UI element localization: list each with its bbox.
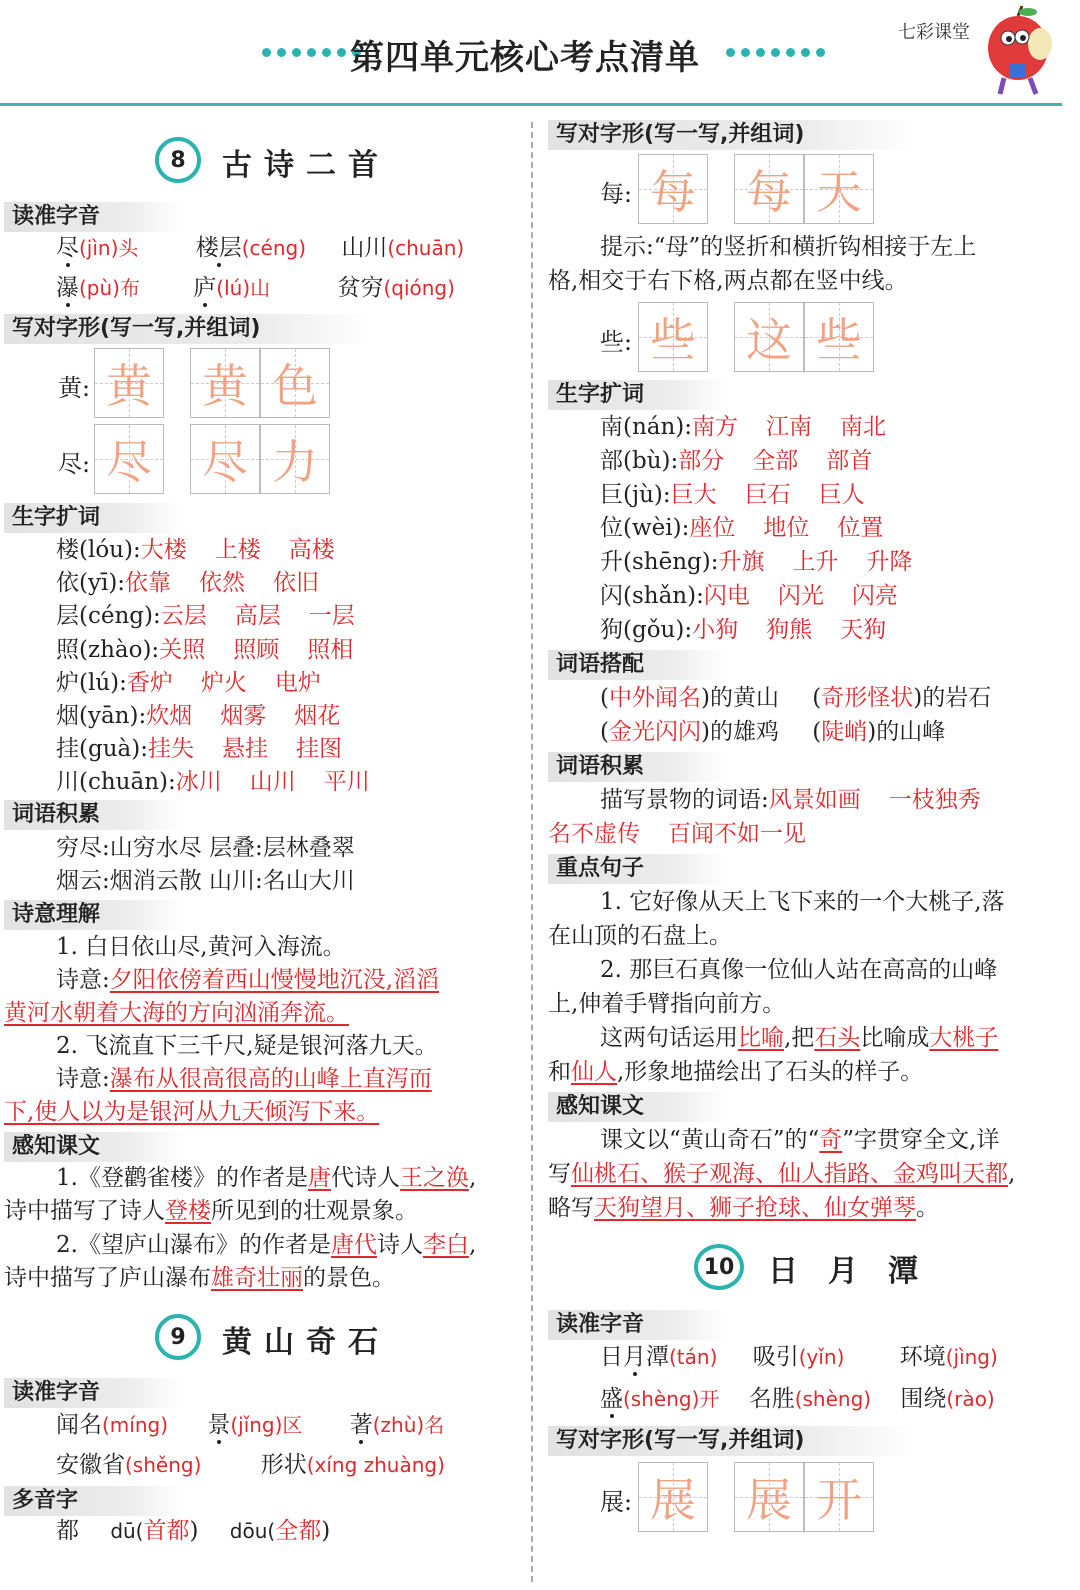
l9-expand-row <box>600 412 914 442</box>
l9-match-line1: (中外闻名)的黄山 (奇形怪状)的岩石 <box>600 685 992 711</box>
expand-word: 天狗 <box>840 616 887 643</box>
expand-word: 位置 <box>837 515 884 542</box>
expand-word: 高楼 <box>288 537 335 563</box>
expand-word: 巨人 <box>818 481 865 508</box>
expand-word: 烟雾 <box>220 703 267 729</box>
l9-key3a: 这两句话运用比喻,把石头比喻成大桃子 <box>600 1025 999 1051</box>
l8-grid2-word2: 力 <box>260 424 330 494</box>
l8-poem2-meaning-a: 诗意:瀑布从很高很高的山峰上直泻而 <box>56 1066 432 1092</box>
l9-key3b: 和仙人,形象地描绘出了石头的样子。 <box>548 1059 924 1085</box>
l9-text-line3: 略写天狗望月、狮子抢球、仙女弹琴。 <box>548 1195 939 1221</box>
l9-section-expand: 生字扩词 <box>548 380 726 410</box>
l8-expand-row <box>56 535 363 565</box>
expand-word: 照顾 <box>233 636 280 663</box>
l8-section-read: 读准字音 <box>4 202 182 232</box>
l9-expand-row <box>600 513 911 543</box>
expand-word: 全部 <box>752 447 799 474</box>
l10-grid1-cell: 展 <box>638 1462 708 1532</box>
lesson-8-badge: 8 <box>155 137 201 183</box>
expand-word: 挂失 <box>147 736 194 763</box>
l9-key2b: 上,伸着手臂指向前方。 <box>548 991 786 1017</box>
expand-word: 挂图 <box>295 736 342 763</box>
title-dots-left <box>262 48 361 57</box>
l8-poem1: 1. 白日依山尽,黄河入海流。 <box>56 934 346 960</box>
expand-word: 依靠 <box>125 570 172 597</box>
l8-grid1-label: 黄: <box>58 374 91 402</box>
expand-word: 烟花 <box>294 703 341 729</box>
l9-grid1-cell: 每 <box>638 154 708 224</box>
expand-char: 楼(lóu): <box>56 537 141 563</box>
l9-grid2-word2: 些 <box>804 302 874 372</box>
l8-section-text: 感知课文 <box>4 1132 182 1162</box>
l8-accum-line1: 穷尽:山穷水尽 层叠:层林叠翠 <box>56 835 355 861</box>
l8-text-line1: 1.《登鹳雀楼》的作者是唐代诗人王之涣, <box>56 1165 477 1191</box>
expand-word: 关照 <box>159 636 206 663</box>
expand-word: 江南 <box>766 414 813 440</box>
expand-word: 闪电 <box>703 583 750 609</box>
l8-grid1-word2: 色 <box>260 348 330 418</box>
l9-expand-row <box>600 446 900 476</box>
page-title: 第四单元核心考点清单 <box>350 38 700 78</box>
expand-word: 部首 <box>826 447 873 474</box>
lesson-10-title: 日月潭 <box>768 1254 948 1289</box>
l10-read-row2: 盛(shèng)开 名胜(shèng) 围绕(rào) <box>600 1386 995 1412</box>
l8-read-row1: 尽(jìn)头 楼层(céng) 山川(chuān) <box>56 235 465 261</box>
expand-char: 层(céng): <box>56 603 161 630</box>
l9-grid2-word1: 这 <box>734 302 804 372</box>
lesson-10-badge: 10 <box>694 1244 744 1290</box>
l8-expand-row <box>56 734 370 764</box>
l10-grid1-word2: 开 <box>804 1462 874 1532</box>
expand-char: 照(zhào): <box>56 636 160 663</box>
expand-word: 上升 <box>792 549 839 576</box>
l9-read-row2: 安徽省(shěng) 形状(xíng zhuàng) <box>56 1452 445 1478</box>
expand-word: 山川 <box>249 769 296 796</box>
l8-expand-row <box>56 568 347 598</box>
expand-word: 巨石 <box>744 481 791 508</box>
title-dots-right <box>726 48 825 57</box>
brand-name: 七彩课堂 <box>898 22 970 43</box>
expand-word: 悬挂 <box>221 736 268 763</box>
l8-text-line3: 2.《望庐山瀑布》的作者是唐代诗人李白, <box>56 1232 477 1258</box>
expand-word: 依然 <box>199 570 246 597</box>
expand-char: 挂(guà): <box>56 736 148 763</box>
l10-section-read: 读准字音 <box>548 1310 726 1340</box>
l8-expand-row <box>56 767 398 797</box>
l8-grid1-word1: 黄 <box>190 348 260 418</box>
l10-section-write: 写对字形(写一写,并组词) <box>548 1426 916 1456</box>
l8-section-accum: 词语积累 <box>4 800 182 830</box>
expand-word: 炉火 <box>200 669 247 696</box>
expand-char: 川(chuān): <box>56 769 176 796</box>
expand-char: 位(wèi): <box>600 515 690 542</box>
l9-section-poly: 多音字 <box>4 1486 182 1516</box>
l9-hint-b: 格,相交于右下格,两点都在竖中线。 <box>548 268 908 294</box>
l8-text-line4: 诗中描写了庐山瀑布雄奇壮丽的景色。 <box>4 1265 395 1291</box>
l9-section-key: 重点句子 <box>548 854 726 884</box>
l10-grid1-word1: 展 <box>734 1462 804 1532</box>
lesson-8-title: 古诗二首 <box>222 148 390 183</box>
expand-char: 烟(yān): <box>56 703 147 729</box>
expand-word: 南方 <box>692 414 739 440</box>
expand-word: 云层 <box>160 603 207 630</box>
l9-section-accum: 词语积累 <box>548 752 726 782</box>
expand-word: 依旧 <box>273 570 320 597</box>
l10-read-row1: 日月潭(tán) 吸引(yǐn) 环境(jìng) <box>600 1344 998 1370</box>
lesson-9-badge: 9 <box>155 1314 201 1360</box>
expand-word: 一层 <box>308 603 355 630</box>
expand-word: 小狗 <box>692 616 739 643</box>
l8-poem1-meaning-b: 黄河水朝着大海的方向汹涌奔流。 <box>4 1000 349 1026</box>
expand-word: 冰川 <box>175 769 222 796</box>
l9-grid1-word1: 每 <box>734 154 804 224</box>
l9-grid1-label: 每: <box>600 180 633 208</box>
l9-section-write: 写对字形(写一写,并组词) <box>548 120 916 150</box>
l9-expand-row <box>600 615 914 645</box>
l8-expand-row <box>56 668 349 698</box>
expand-char: 巨(jù): <box>600 481 671 508</box>
expand-word: 地位 <box>763 515 810 542</box>
l8-read-row2: 瀑(pù)布 庐(lú)山 贫穷(qióng) <box>56 275 455 301</box>
expand-word: 平川 <box>323 769 370 796</box>
l9-expand-row <box>600 581 926 611</box>
expand-word: 部分 <box>678 447 725 474</box>
expand-char: 狗(gǒu): <box>600 616 693 643</box>
l9-accum-line1: 描写景物的词语:风景如画 一枝独秀 <box>600 787 981 813</box>
expand-word: 升旗 <box>718 549 765 576</box>
expand-char: 炉(lú): <box>56 669 127 696</box>
l9-text-line2: 写仙桃石、猴子观海、仙人指路、金鸡叫天都, <box>548 1161 1016 1187</box>
l9-key2a: 2. 那巨石真像一位仙人站在高高的山峰 <box>600 957 998 983</box>
header-rule <box>0 103 1062 106</box>
l9-read-row1: 闻名(míng) 景(jǐng)区 著(zhù)名 <box>56 1412 445 1438</box>
l9-expand-row <box>600 547 940 577</box>
lesson-9-title: 黄山奇石 <box>222 1325 390 1360</box>
expand-word: 香炉 <box>126 669 173 696</box>
l9-hint-a: 提示:“母”的竖折和横折钩相接于左上 <box>600 234 977 260</box>
expand-word: 大楼 <box>140 537 187 563</box>
expand-word: 电炉 <box>274 669 321 696</box>
l8-poem2: 2. 飞流直下三千尺,疑是银河落九天。 <box>56 1033 438 1059</box>
l8-expand-row <box>56 601 383 631</box>
l8-section-expand: 生字扩词 <box>4 503 182 533</box>
expand-word: 上楼 <box>214 537 261 563</box>
l9-grid2-label: 些: <box>600 328 633 356</box>
l9-grid2-cell: 些 <box>638 302 708 372</box>
l9-match-line2: (金光闪闪)的雄鸡 (陡峭)的山峰 <box>600 719 946 745</box>
l9-text-line1: 课文以“黄山奇石”的“奇”字贯穿全文,详 <box>600 1127 1000 1153</box>
expand-word: 升降 <box>866 549 913 576</box>
l8-section-poem: 诗意理解 <box>4 900 182 930</box>
expand-char: 部(bù): <box>600 447 679 474</box>
expand-word: 照相 <box>307 636 354 663</box>
expand-word: 巨大 <box>670 481 717 508</box>
l9-section-read: 读准字音 <box>4 1378 182 1408</box>
l9-key1a: 1. 它好像从天上飞下来的一个大桃子,落 <box>600 889 1005 915</box>
l9-accum-line2: 名不虚传 百闻不如一见 <box>548 821 806 847</box>
l9-expand-row <box>600 480 893 510</box>
l8-section-write: 写对字形(写一写,并组词) <box>4 314 372 344</box>
l10-grid1-label: 展: <box>600 1488 633 1516</box>
l8-grid2-word1: 尽 <box>190 424 260 494</box>
expand-word: 座位 <box>689 515 736 542</box>
l9-section-match: 词语搭配 <box>548 650 726 680</box>
expand-word: 闪亮 <box>851 583 898 609</box>
expand-char: 依(yī): <box>56 570 126 597</box>
apple-mascot-icon <box>980 4 1062 100</box>
l9-poly-line: 都 dū(首都) dōu(全都) <box>56 1518 331 1544</box>
l8-accum-line2: 烟云:烟消云散 山川:名山大川 <box>56 868 355 894</box>
expand-char: 南(nán): <box>600 414 693 440</box>
column-divider <box>531 122 533 1582</box>
expand-word: 闪光 <box>777 583 824 609</box>
expand-char: 升(shēng): <box>600 549 719 576</box>
expand-char: 闪(shǎn): <box>600 583 704 609</box>
l8-poem2-meaning-b: 下,使人以为是银河从九天倾泻下来。 <box>4 1099 380 1125</box>
expand-word: 高层 <box>234 603 281 630</box>
l8-text-line2: 诗中描写了诗人登楼所见到的壮观景象。 <box>4 1198 418 1224</box>
l9-section-text: 感知课文 <box>548 1092 726 1122</box>
l8-grid2-cell: 尽 <box>94 424 164 494</box>
l9-key1b: 在山顶的石盘上。 <box>548 923 732 949</box>
expand-word: 南北 <box>840 414 887 440</box>
l8-poem1-meaning-a: 诗意:夕阳依傍着西山慢慢地沉没,滔滔 <box>56 967 440 993</box>
l9-grid1-word2: 天 <box>804 154 874 224</box>
l8-expand-row <box>56 701 368 731</box>
expand-word: 炊烟 <box>146 703 193 729</box>
expand-word: 狗熊 <box>766 616 813 643</box>
l8-grid2-label: 尽: <box>58 450 91 478</box>
l8-grid1-cell: 黄 <box>94 348 164 418</box>
l8-expand-row <box>56 635 381 665</box>
